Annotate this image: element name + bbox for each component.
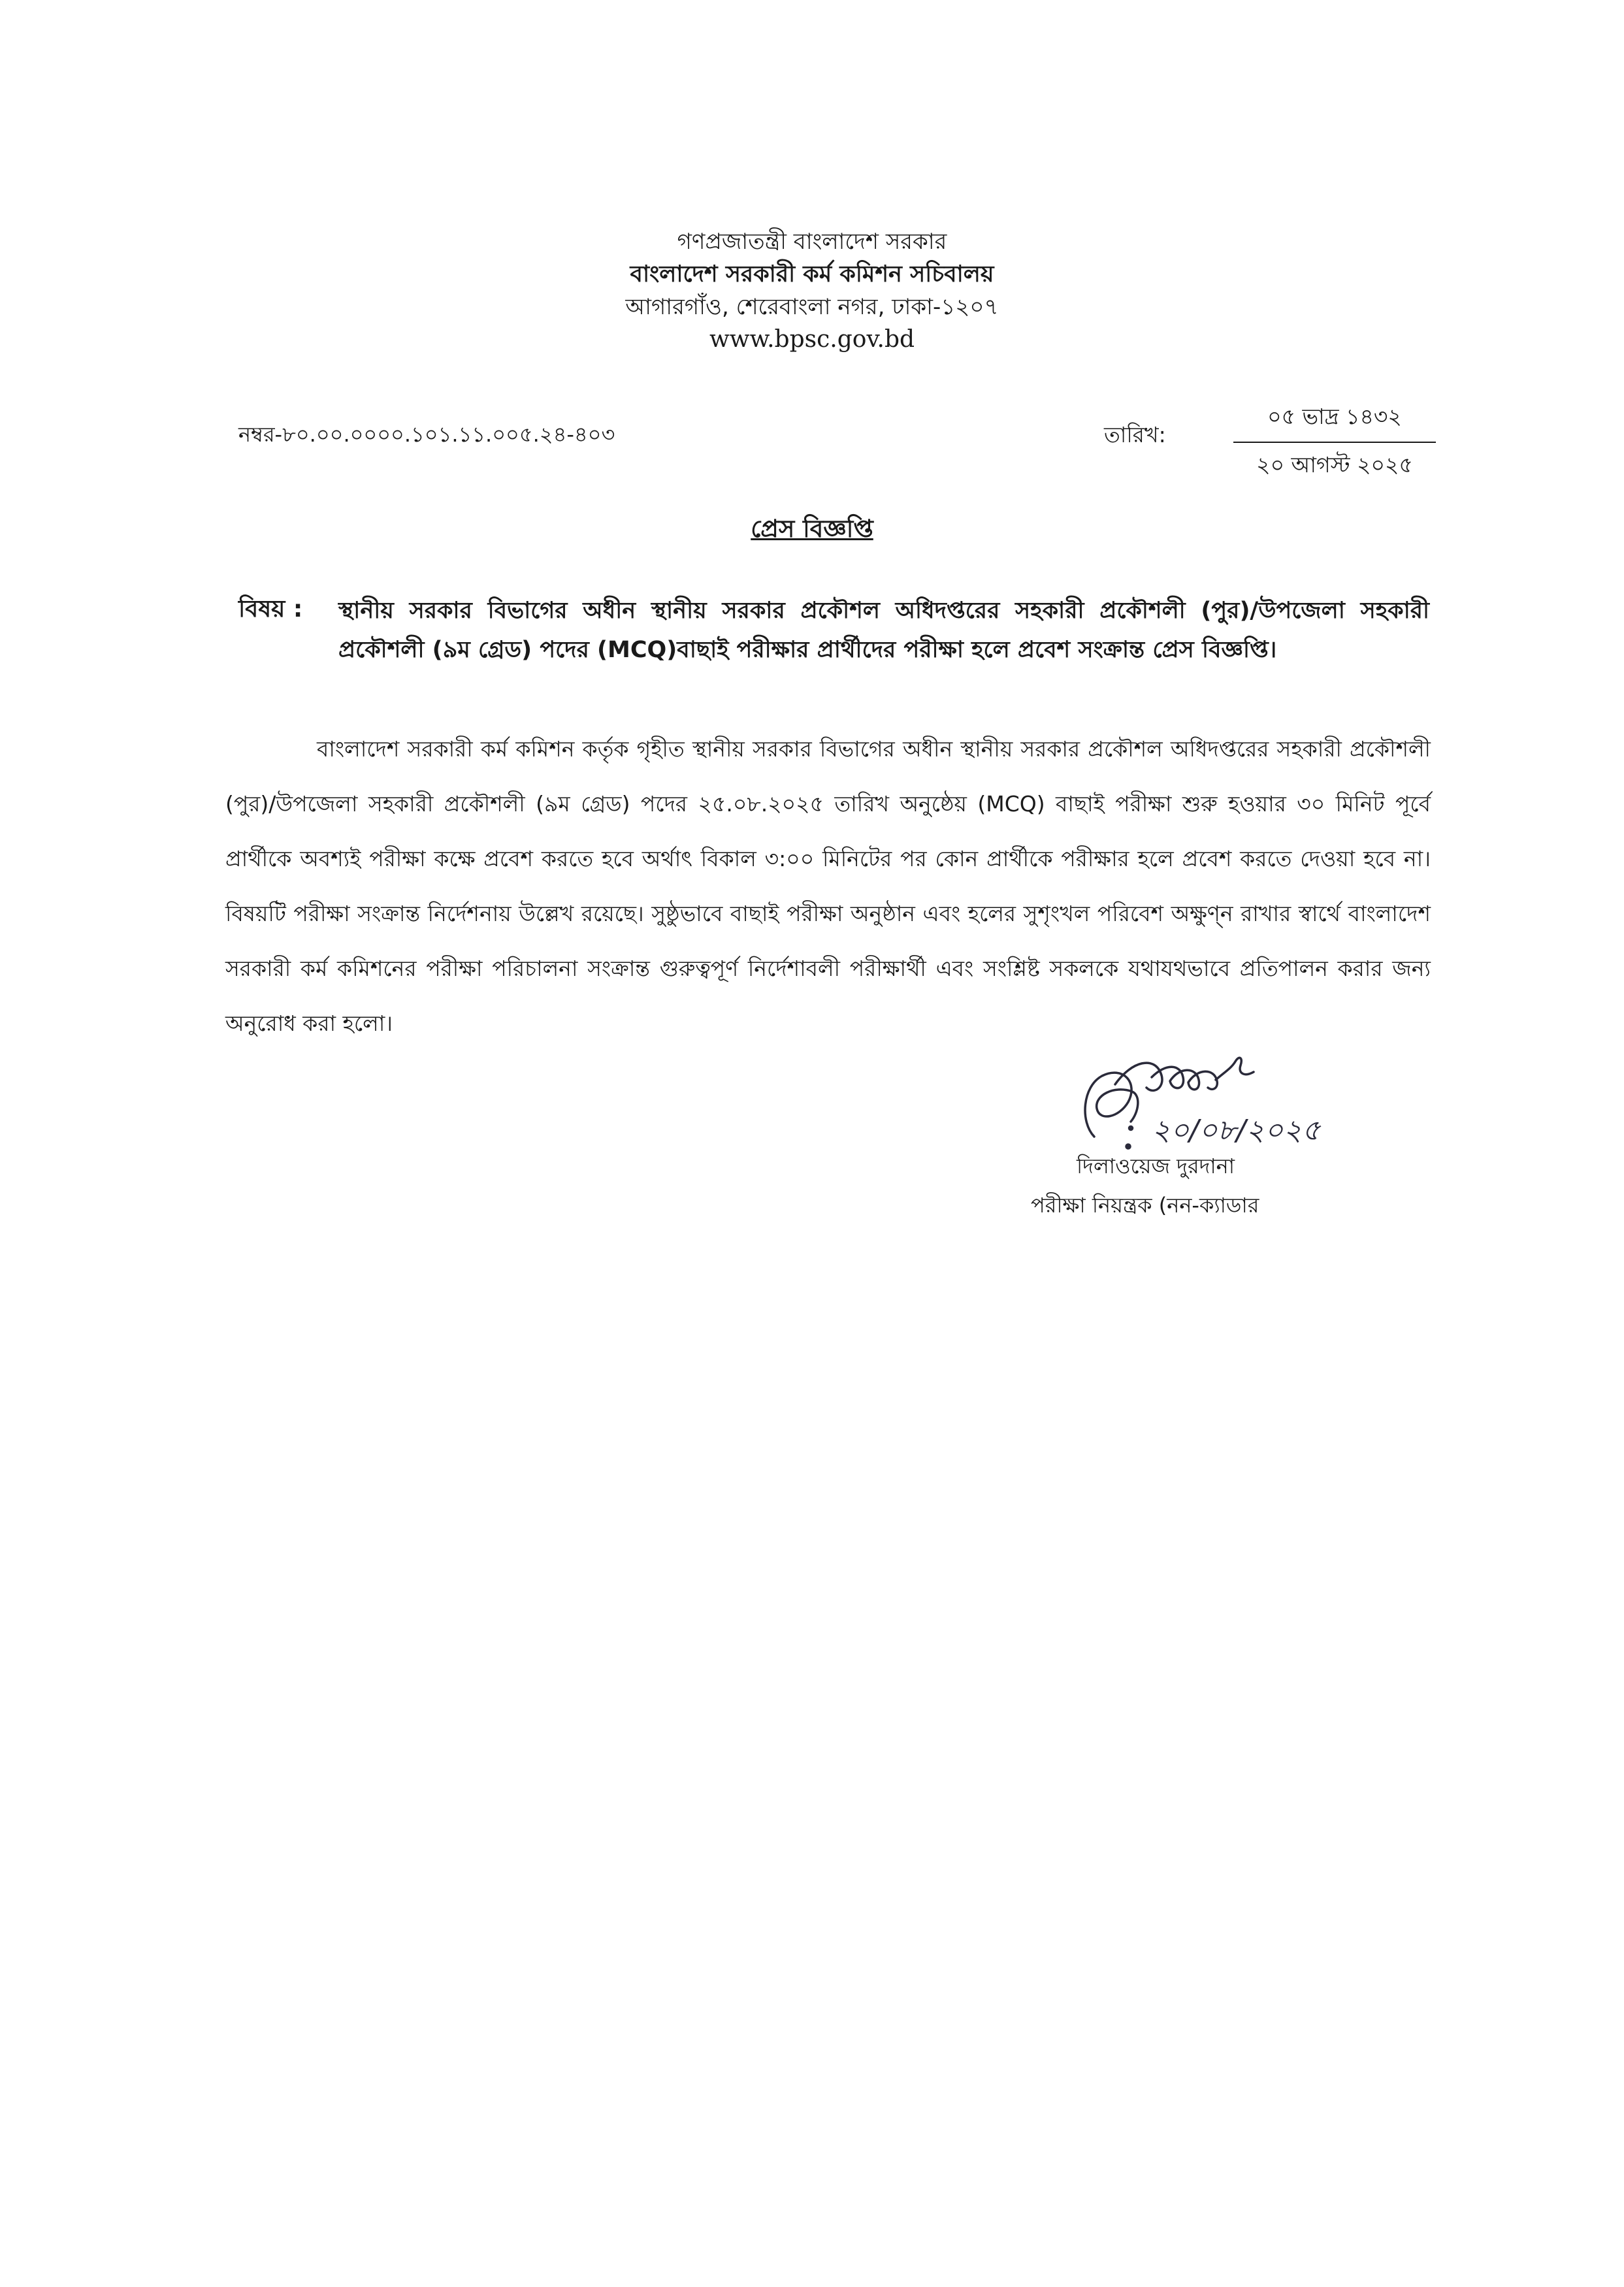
memo-number: নম্বর-৮০.০০.০০০০.১০১.১১.০০৫.২৪-৪০৩ (238, 422, 615, 447)
organization-address: আগারগাঁও, শেরেবাংলা নগর, ঢাকা-১২০৭ (625, 294, 999, 320)
subject-text: স্থানীয় সরকার বিভাগের অধীন স্থানীয় সরকার প্রকৌশল অধিদপ্তরের সহকারী প্রকৌশলী (পুর)/উপজেলা সহকারী প্রকৌশলী (৯ম গ্রেড) পদের (MCQ)বাছাই পরীক্ষার প্রার্থীদের পরীক্ষা হলে প্রবেশ সংক্রান্ত প্রেস বিজ্ঞপ্তি। (338, 598, 1429, 663)
date-english: ২০ আগস্ট ২০২৫ (1256, 452, 1413, 478)
organization-name: বাংলাদেশ সরকারী কর্ম কমিশন সচিবালয় (630, 261, 994, 287)
signer-designation: পরীক্ষা নিয়ন্ত্রক (নন-ক্যাডার (1031, 1193, 1259, 1218)
letterhead (0, 225, 1624, 356)
body-paragraph: বাংলাদেশ সরকারী কর্ম কমিশন কর্তৃক গৃহীত স্থানীয় সরকার বিভাগের অধীন স্থানীয় সরকার প্রকৌশল অধিদপ্তরের সহকারী প্রকৌশলী (পুর)/উপজেলা সহকারী প্রকৌশলী (৯ম গ্রেড) পদের ২৫.০৮.২০২৫ তারিখ অনুষ্ঠেয় (MCQ) বাছাই পরীক্ষা শুরু হওয়ার ৩০ মিনিট পূর্বে প্রার্থীকে অবশ্যই পরীক্ষা কক্ষে প্রবেশ করতে হবে অর্থাৎ বিকাল ৩:০০ মিনিটের পর কোন প্রার্থীকে পরীক্ষার হলে প্রবেশ করতে দেওয়া হবে না। বিষয়টি পরীক্ষা সংক্রান্ত নির্দেশনায় উল্লেখ রয়েছে। সুষ্ঠুভাবে বাছাই পরীক্ষা অনুষ্ঠান এবং হলের সুশৃংখল পরিবেশ অক্ষুণ্ন রাখার স্বার্থে বাংলাদেশ সরকারী কর্ম কমিশনের পরীক্ষা পরিচালনা সংক্রান্ত গুরুত্বপূর্ণ নির্দেশাবলী পরীক্ষার্থী এবং সংশ্লিষ্ট সকলকে যথাযথভাবে প্রতিপালন করার জন্য অনুরোধ করা হলো। (225, 736, 1431, 1036)
signature-date: ২০/০৮/২০২৫ (1152, 1114, 1321, 1147)
date-bangla: ০৫ ভাদ্র ১৪৩২ (1233, 400, 1436, 443)
website-link[interactable]: www.bpsc.gov.bd (709, 326, 915, 353)
handwritten-signature (1068, 1048, 1434, 1160)
government-name: গণপ্রজাতন্ত্রী বাংলাদেশ সরকার (677, 229, 947, 255)
date-label: তারিখ: (1104, 422, 1166, 447)
signer-name: দিলাওয়েজ দুরদানা (1077, 1154, 1235, 1178)
date-block (1233, 400, 1436, 485)
subject-label: বিষয় : (238, 596, 303, 623)
document-title: প্রেস বিজ্ঞপ্তি (751, 515, 873, 543)
